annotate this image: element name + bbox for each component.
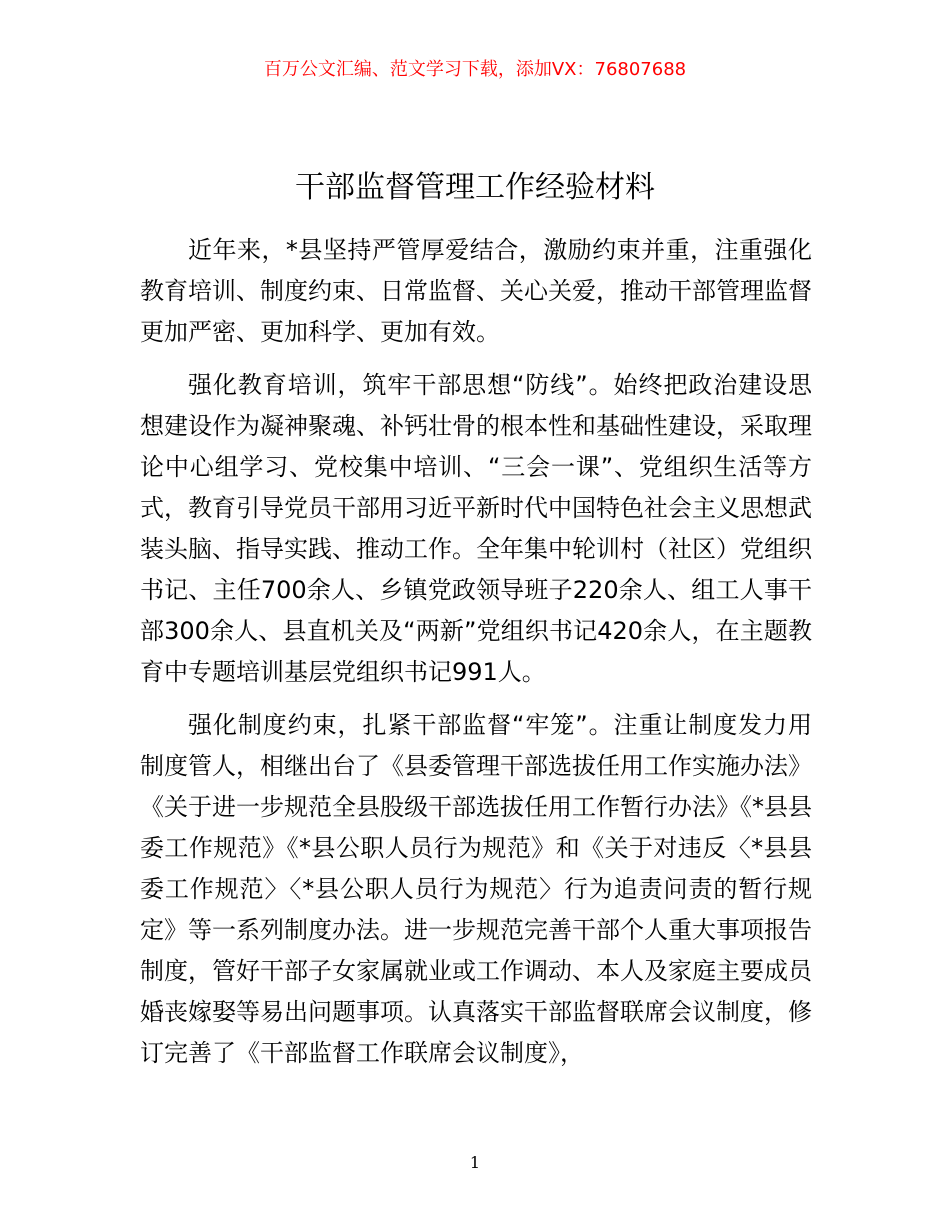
paragraph-intro: 近年来，*县坚持严管厚爱结合，激励约束并重，注重强化教育培训、制度约束、日常监督、关心关爱，推动干部管理监督更加严密、更加科学、更加有效。 bbox=[140, 236, 812, 346]
paragraph-institutional-constraint: 强化制度约束，扎紧干部监督“牢笼”。注重让制度发力用制度管人，相继出台了《县委管理干部选拔任用工作实施办法》《关于进一步规范全县股级干部选拔任用工作暂行办法》《*县县委工作规范》《*县公职人员行为规范》和《关于对违反〈*县县委工作规范〉〈*县公职人员行为规范〉行为追责问责的暂行规定》等一系列制度办法。进一步规范完善干部个人重大事项报告制度，管好干部子女家属就业或工作调动、本人及家庭主要成员婚丧嫁娶等易出问题事项。认真落实干部监督联席会议制度，修订完善了《干部监督工作联席会议制度》， bbox=[140, 711, 812, 1067]
paragraph-education-training: 强化教育培训，筑牢干部思想“防线”。始终把政治建设思想建设作为凝神聚魂、补钙壮骨的根本性和基础性建设，采取理论中心组学习、党校集中培训、“三会一课”、党组织生活等方式，教育引导党员干部用习近平新时代中国特色社会主义思想武装头脑、指导实践、推动工作。全年集中轮训村（社区）党组织书记、主任700余人、乡镇党政领导班子220余人、组工人事干部300余人、县直机关及“两新”党组织书记420余人，在主题教育中专题培训基层党组织书记991人。 bbox=[140, 371, 812, 686]
document-title: 干部监督管理工作经验材料 bbox=[295, 170, 655, 205]
document-body bbox=[140, 230, 812, 1086]
promo-header: 百万公文汇编、范文学习下载，添加VX：76807688 bbox=[263, 59, 687, 80]
page-number: 1 bbox=[469, 1153, 481, 1172]
